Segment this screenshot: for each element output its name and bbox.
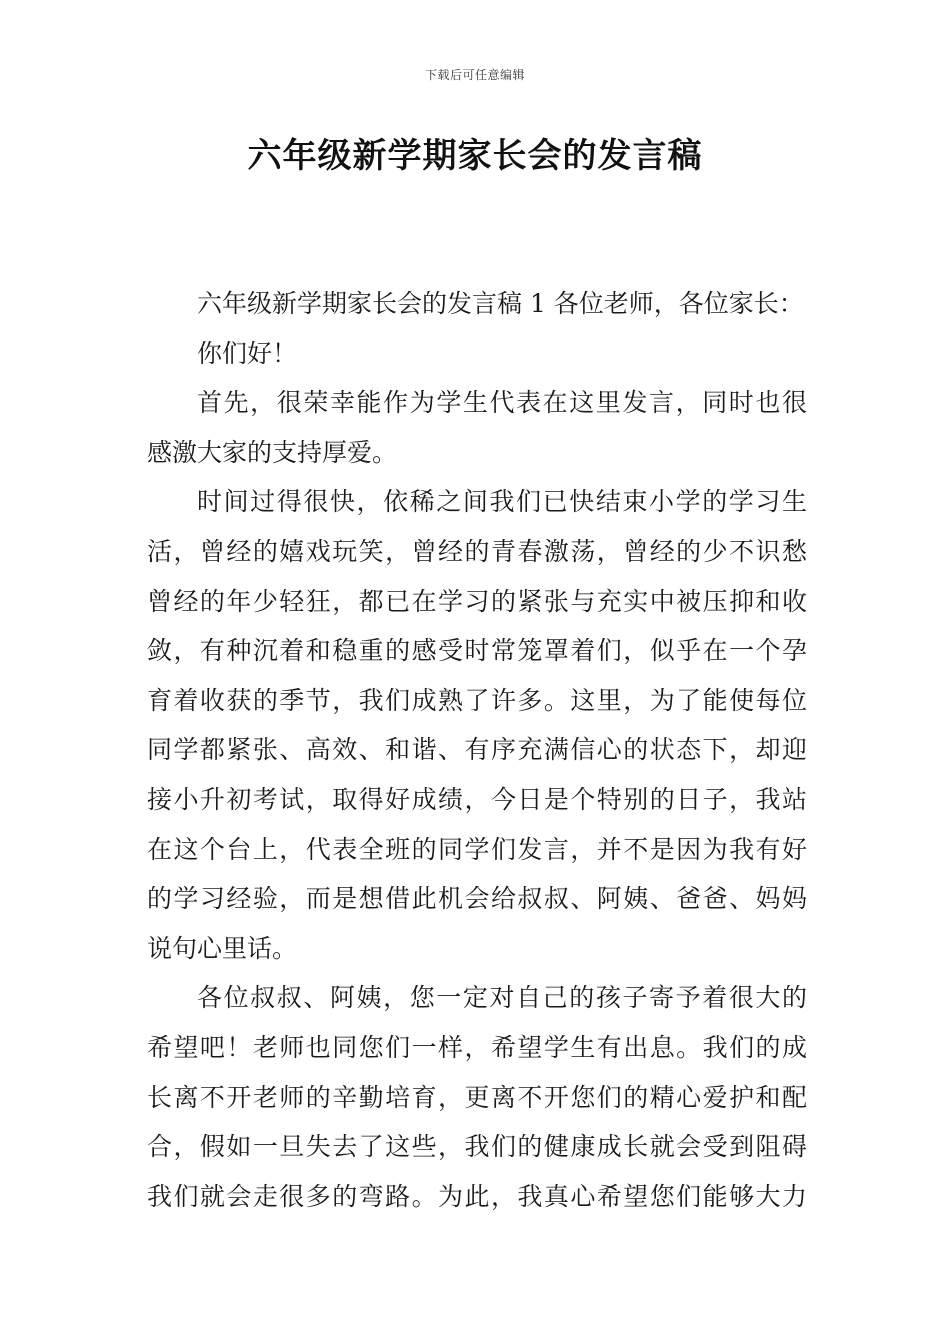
body-line: 说句心里话。 <box>147 933 298 963</box>
body-line: 首先，很荣幸能作为学生代表在这里发言，同时也很 <box>197 388 807 418</box>
body-line: 敛，有种沉着和稳重的感受时常笼罩着们，似乎在一个孕 <box>147 636 807 666</box>
body-line: 活，曾经的嬉戏玩笑，曾经的青春激荡，曾经的少不识愁 <box>147 536 807 566</box>
body-line: 的学习经验，而是想借此机会给叔叔、阿姨、爸爸、妈妈 <box>147 884 807 914</box>
body-line: 同学都紧张、高效、和谐、有序充满信心的状态下，却迎 <box>147 735 807 765</box>
body-line: 合，假如一旦失去了这些，我们的健康成长就会受到阻碍 <box>147 1132 807 1162</box>
body-line: 你们好！ <box>197 338 298 368</box>
document-title: 六年级新学期家长会的发言稿 <box>247 136 703 176</box>
body-line: 六年级新学期家长会的发言稿 1 各位老师，各位家长： <box>197 289 804 318</box>
body-line: 长离不开老师的辛勤培育，更离不开您们的精心爱护和配 <box>147 1082 807 1112</box>
body-line: 时间过得很快，依稀之间我们已快结束小学的学习生 <box>197 487 807 517</box>
body-line: 曾经的年少轻狂，都已在学习的紧张与充实中被压抑和收 <box>147 586 807 616</box>
document-body <box>147 279 807 1221</box>
header-note: 下载后可任意编辑 <box>424 68 525 82</box>
body-line: 各位叔叔、阿姨，您一定对自己的孩子寄予着很大的 <box>197 983 807 1013</box>
body-line: 感激大家的支持厚爱。 <box>147 437 398 467</box>
body-line: 育着收获的季节，我们成熟了许多。这里，为了能使每位 <box>147 685 807 715</box>
body-line: 接小升初考试，取得好成绩，今日是个特别的日子，我站 <box>147 784 807 814</box>
body-line: 希望吧！老师也同您们一样，希望学生有出息。我们的成 <box>147 1032 807 1062</box>
body-line: 在这个台上，代表全班的同学们发言，并不是因为我有好 <box>147 834 807 864</box>
body-line: 我们就会走很多的弯路。为此，我真心希望您们能够大力 <box>147 1181 807 1211</box>
